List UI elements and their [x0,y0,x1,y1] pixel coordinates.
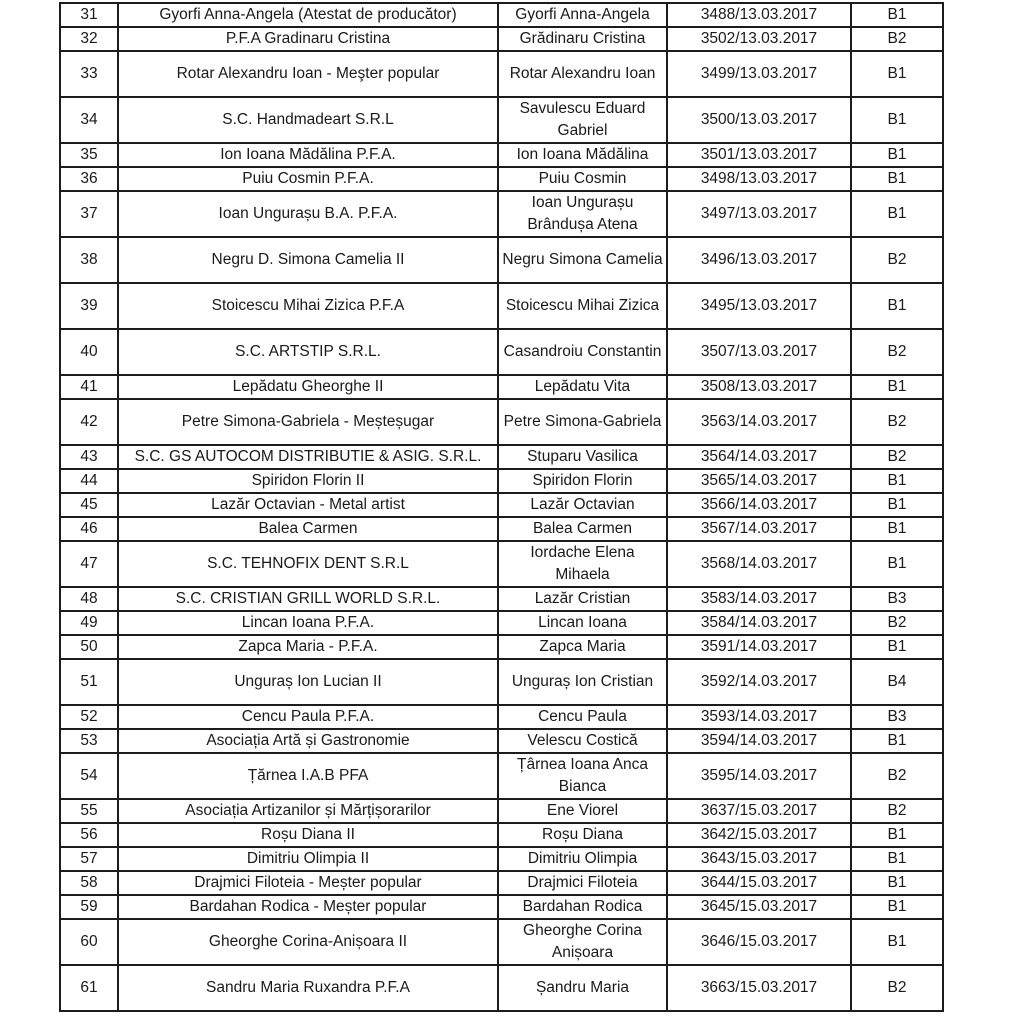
registration-number-cell: 3592/14.03.2017 [667,659,851,705]
business-name-cell: Spiridon Florin II [118,469,498,493]
representative-cell: Casandroiu Constantin [498,329,667,375]
category-cell: B1 [851,97,943,143]
representative-cell: Cencu Paula [498,705,667,729]
business-name-cell: Asociația Artă și Gastronomie [118,729,498,753]
category-cell: B1 [851,729,943,753]
category-cell: B1 [851,823,943,847]
row-number-cell: 45 [60,493,118,517]
row-number-cell: 33 [60,51,118,97]
registration-number-cell: 3567/14.03.2017 [667,517,851,541]
table-row [60,847,943,871]
business-name-cell: S.C. CRISTIAN GRILL WORLD S.R.L. [118,587,498,611]
representative-cell: Iordache Elena Mihaela [498,541,667,587]
row-number-cell: 61 [60,965,118,1011]
registration-number-cell: 3591/14.03.2017 [667,635,851,659]
table-row [60,97,943,143]
row-number-cell: 42 [60,399,118,445]
category-cell: B2 [851,611,943,635]
table-row [60,143,943,167]
business-name-cell: S.C. ARTSTIP S.R.L. [118,329,498,375]
representative-cell: Bardahan Rodica [498,895,667,919]
registration-number-cell: 3508/13.03.2017 [667,375,851,399]
table-row [60,27,943,51]
row-number-cell: 55 [60,799,118,823]
business-name-cell: Bardahan Rodica - Meșter popular [118,895,498,919]
business-name-cell: S.C. TEHNOFIX DENT S.R.L [118,541,498,587]
registration-number-cell: 3496/13.03.2017 [667,237,851,283]
registration-number-cell: 3565/14.03.2017 [667,469,851,493]
category-cell: B1 [851,635,943,659]
category-cell: B3 [851,587,943,611]
row-number-cell: 58 [60,871,118,895]
row-number-cell: 41 [60,375,118,399]
business-name-cell: P.F.A Gradinaru Cristina [118,27,498,51]
category-cell: B2 [851,329,943,375]
representative-cell: Ioan Ungurașu Brândușa Atena [498,191,667,237]
table-row [60,799,943,823]
business-name-cell: Lincan Ioana P.F.A. [118,611,498,635]
row-number-cell: 36 [60,167,118,191]
row-number-cell: 52 [60,705,118,729]
business-name-cell: Gheorghe Corina-Anișoara II [118,919,498,965]
category-cell: B2 [851,399,943,445]
table-row [60,375,943,399]
row-number-cell: 39 [60,283,118,329]
table-row [60,659,943,705]
row-number-cell: 47 [60,541,118,587]
registration-number-cell: 3563/14.03.2017 [667,399,851,445]
category-cell: B2 [851,27,943,51]
row-number-cell: 54 [60,753,118,799]
row-number-cell: 48 [60,587,118,611]
business-name-cell: S.C. GS AUTOCOM DISTRIBUTIE & ASIG. S.R.L. [118,445,498,469]
representative-cell: Dimitriu Olimpia [498,847,667,871]
representative-cell: Velescu Costică [498,729,667,753]
business-name-cell: Negru D. Simona Camelia II [118,237,498,283]
representative-cell: Lincan Ioana [498,611,667,635]
row-number-cell: 43 [60,445,118,469]
business-name-cell: Balea Carmen [118,517,498,541]
table-row [60,705,943,729]
representative-cell: Ene Viorel [498,799,667,823]
row-number-cell: 49 [60,611,118,635]
registration-number-cell: 3583/14.03.2017 [667,587,851,611]
category-cell: B1 [851,167,943,191]
registration-number-cell: 3663/15.03.2017 [667,965,851,1011]
representative-cell: Roșu Diana [498,823,667,847]
row-number-cell: 31 [60,3,118,27]
representative-cell: Lazăr Cristian [498,587,667,611]
category-cell: B1 [851,191,943,237]
table-row [60,729,943,753]
representative-cell: Grădinaru Cristina [498,27,667,51]
registration-number-cell: 3646/15.03.2017 [667,919,851,965]
registration-number-cell: 3500/13.03.2017 [667,97,851,143]
representative-cell: Stoicescu Mihai Zizica [498,283,667,329]
row-number-cell: 44 [60,469,118,493]
business-name-cell: Stoicescu Mihai Zizica P.F.A [118,283,498,329]
category-cell: B1 [851,51,943,97]
table-row [60,329,943,375]
registration-number-cell: 3568/14.03.2017 [667,541,851,587]
registration-number-cell: 3499/13.03.2017 [667,51,851,97]
business-name-cell: Roșu Diana II [118,823,498,847]
table-row [60,965,943,1011]
table-row [60,517,943,541]
representative-cell: Lazăr Octavian [498,493,667,517]
representative-cell: Drajmici Filoteia [498,871,667,895]
row-number-cell: 51 [60,659,118,705]
representative-cell: Țârnea Ioana Anca Bianca [498,753,667,799]
table-row [60,919,943,965]
table-row [60,3,943,27]
table-row [60,871,943,895]
representative-cell: Petre Simona-Gabriela [498,399,667,445]
row-number-cell: 38 [60,237,118,283]
registration-number-cell: 3594/14.03.2017 [667,729,851,753]
table-row [60,237,943,283]
business-name-cell: Rotar Alexandru Ioan - Meşter popular [118,51,498,97]
category-cell: B1 [851,895,943,919]
table-row [60,823,943,847]
registration-number-cell: 3645/15.03.2017 [667,895,851,919]
row-number-cell: 34 [60,97,118,143]
business-name-cell: Ioan Ungurașu B.A. P.F.A. [118,191,498,237]
representative-cell: Lepădatu Vita [498,375,667,399]
business-name-cell: Ion Ioana Mădălina P.F.A. [118,143,498,167]
row-number-cell: 37 [60,191,118,237]
business-name-cell: Dimitriu Olimpia II [118,847,498,871]
business-name-cell: Petre Simona-Gabriela - Meșteșugar [118,399,498,445]
registration-number-cell: 3564/14.03.2017 [667,445,851,469]
representative-cell: Balea Carmen [498,517,667,541]
row-number-cell: 40 [60,329,118,375]
row-number-cell: 32 [60,27,118,51]
registration-number-cell: 3643/15.03.2017 [667,847,851,871]
registration-number-cell: 3488/13.03.2017 [667,3,851,27]
registration-number-cell: 3644/15.03.2017 [667,871,851,895]
representative-cell: Stuparu Vasilica [498,445,667,469]
table-body [60,3,943,1011]
category-cell: B1 [851,919,943,965]
row-number-cell: 46 [60,517,118,541]
business-name-cell: Puiu Cosmin P.F.A. [118,167,498,191]
business-name-cell: S.C. Handmadeart S.R.L [118,97,498,143]
table-row [60,283,943,329]
registration-table [59,2,944,1012]
category-cell: B2 [851,965,943,1011]
table-row [60,635,943,659]
table-row [60,167,943,191]
table-row [60,587,943,611]
business-name-cell: Zapca Maria - P.F.A. [118,635,498,659]
business-name-cell: Țărnea I.A.B PFA [118,753,498,799]
business-name-cell: Cencu Paula P.F.A. [118,705,498,729]
business-name-cell: Lepădatu Gheorghe II [118,375,498,399]
table-row [60,753,943,799]
category-cell: B2 [851,799,943,823]
table-row [60,895,943,919]
category-cell: B1 [851,143,943,167]
table-row [60,51,943,97]
category-cell: B4 [851,659,943,705]
table-row [60,445,943,469]
representative-cell: Gheorghe Corina Anișoara [498,919,667,965]
table-row [60,469,943,493]
registration-number-cell: 3642/15.03.2017 [667,823,851,847]
category-cell: B1 [851,541,943,587]
row-number-cell: 60 [60,919,118,965]
registration-number-cell: 3595/14.03.2017 [667,753,851,799]
category-cell: B2 [851,445,943,469]
representative-cell: Spiridon Florin [498,469,667,493]
representative-cell: Rotar Alexandru Ioan [498,51,667,97]
business-name-cell: Lazăr Octavian - Metal artist [118,493,498,517]
category-cell: B1 [851,3,943,27]
registration-number-cell: 3498/13.03.2017 [667,167,851,191]
registration-number-cell: 3501/13.03.2017 [667,143,851,167]
business-name-cell: Sandru Maria Ruxandra P.F.A [118,965,498,1011]
business-name-cell: Drajmici Filoteia - Meșter popular [118,871,498,895]
business-name-cell: Unguraș Ion Lucian II [118,659,498,705]
row-number-cell: 35 [60,143,118,167]
registration-number-cell: 3593/14.03.2017 [667,705,851,729]
representative-cell: Negru Simona Camelia [498,237,667,283]
category-cell: B1 [851,469,943,493]
row-number-cell: 56 [60,823,118,847]
registration-number-cell: 3584/14.03.2017 [667,611,851,635]
business-name-cell: Gyorfi Anna-Angela (Atestat de producător) [118,3,498,27]
representative-cell: Unguraș Ion Cristian [498,659,667,705]
category-cell: B3 [851,705,943,729]
category-cell: B1 [851,493,943,517]
representative-cell: Zapca Maria [498,635,667,659]
category-cell: B1 [851,847,943,871]
table-row [60,191,943,237]
category-cell: B1 [851,375,943,399]
table-row [60,399,943,445]
row-number-cell: 50 [60,635,118,659]
category-cell: B1 [851,283,943,329]
table-row [60,493,943,517]
table-row [60,541,943,587]
registration-number-cell: 3566/14.03.2017 [667,493,851,517]
category-cell: B2 [851,237,943,283]
row-number-cell: 57 [60,847,118,871]
registration-number-cell: 3502/13.03.2017 [667,27,851,51]
category-cell: B2 [851,753,943,799]
business-name-cell: Asociația Artizanilor și Mărțișorarilor [118,799,498,823]
category-cell: B1 [851,517,943,541]
category-cell: B1 [851,871,943,895]
registration-number-cell: 3637/15.03.2017 [667,799,851,823]
registration-number-cell: 3497/13.03.2017 [667,191,851,237]
representative-cell: Șandru Maria [498,965,667,1011]
representative-cell: Ion Ioana Mădălina [498,143,667,167]
representative-cell: Gyorfi Anna-Angela [498,3,667,27]
registration-number-cell: 3507/13.03.2017 [667,329,851,375]
row-number-cell: 59 [60,895,118,919]
representative-cell: Puiu Cosmin [498,167,667,191]
representative-cell: Savulescu Eduard Gabriel [498,97,667,143]
registration-number-cell: 3495/13.03.2017 [667,283,851,329]
table-row [60,611,943,635]
row-number-cell: 53 [60,729,118,753]
